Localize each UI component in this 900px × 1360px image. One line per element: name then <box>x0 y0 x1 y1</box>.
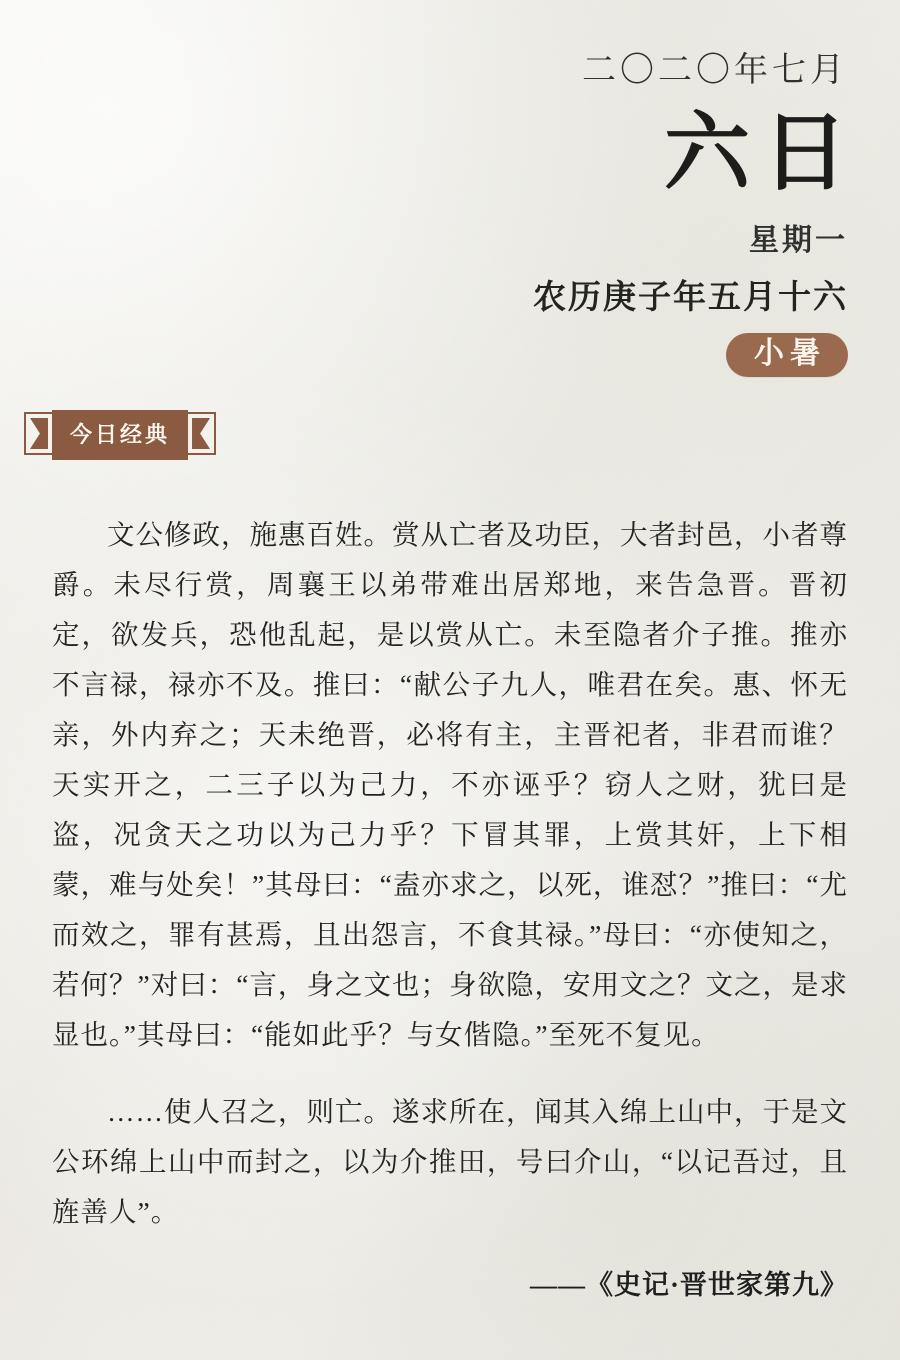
classic-text-body <box>52 510 848 1302</box>
weekday-label: 星期一 <box>749 224 848 257</box>
date-header <box>533 52 860 377</box>
today-classic-badge <box>52 418 188 449</box>
today-classic-label: 今日经典 <box>52 410 188 460</box>
source-citation: ——《史记·晋世家第九》 <box>529 1269 848 1300</box>
year-month-label: 二〇二〇年七月 <box>582 52 848 89</box>
paragraph-two: ……使人召之，则亡。遂求所在，闻其入绵上山中，于是文公环绵上山中而封之，以为介推田，号曰介山，“以记吾过，且旌善人”。 <box>52 1095 848 1227</box>
lunar-date-label: 农历庚子年五月十六 <box>533 280 848 316</box>
paragraph-one: 文公修政，施惠百姓。赏从亡者及功臣，大者封邑，小者尊爵。未尽行赏，周襄王以弟带难出居郑地，来告急晋。晋初定，欲发兵，恐他乱起，是以赏从亡。未至隐者介子推。推亦不言禄，禄亦不及。推曰：“献公子九人，唯君在矣。惠、怀无亲，外内弃之；天未绝晋，必将有主，主晋祀者，非君而谁？天实开之，二三子以为己力，不亦诬乎？窃人之财，犹曰是盗，况贪天之功以为己力乎？下冒其罪，上赏其奸，上下相蒙，难与处矣！”其母曰：“盍亦求之，以死，谁怼？”推曰：“尤而效之，罪有甚焉，且出怨言，不食其禄。”母曰：“亦使知之，若何？”对曰：“言，身之文也；身欲隐，安用文之？文之，是求显也。”其母曰：“能如此乎？与女偕隐。”至死不复见。 <box>52 519 848 1051</box>
classic-badge-row <box>52 418 188 449</box>
solar-term-row <box>533 333 848 377</box>
day-label: 六日 <box>664 105 860 201</box>
solar-term-badge: 小暑 <box>726 333 848 377</box>
